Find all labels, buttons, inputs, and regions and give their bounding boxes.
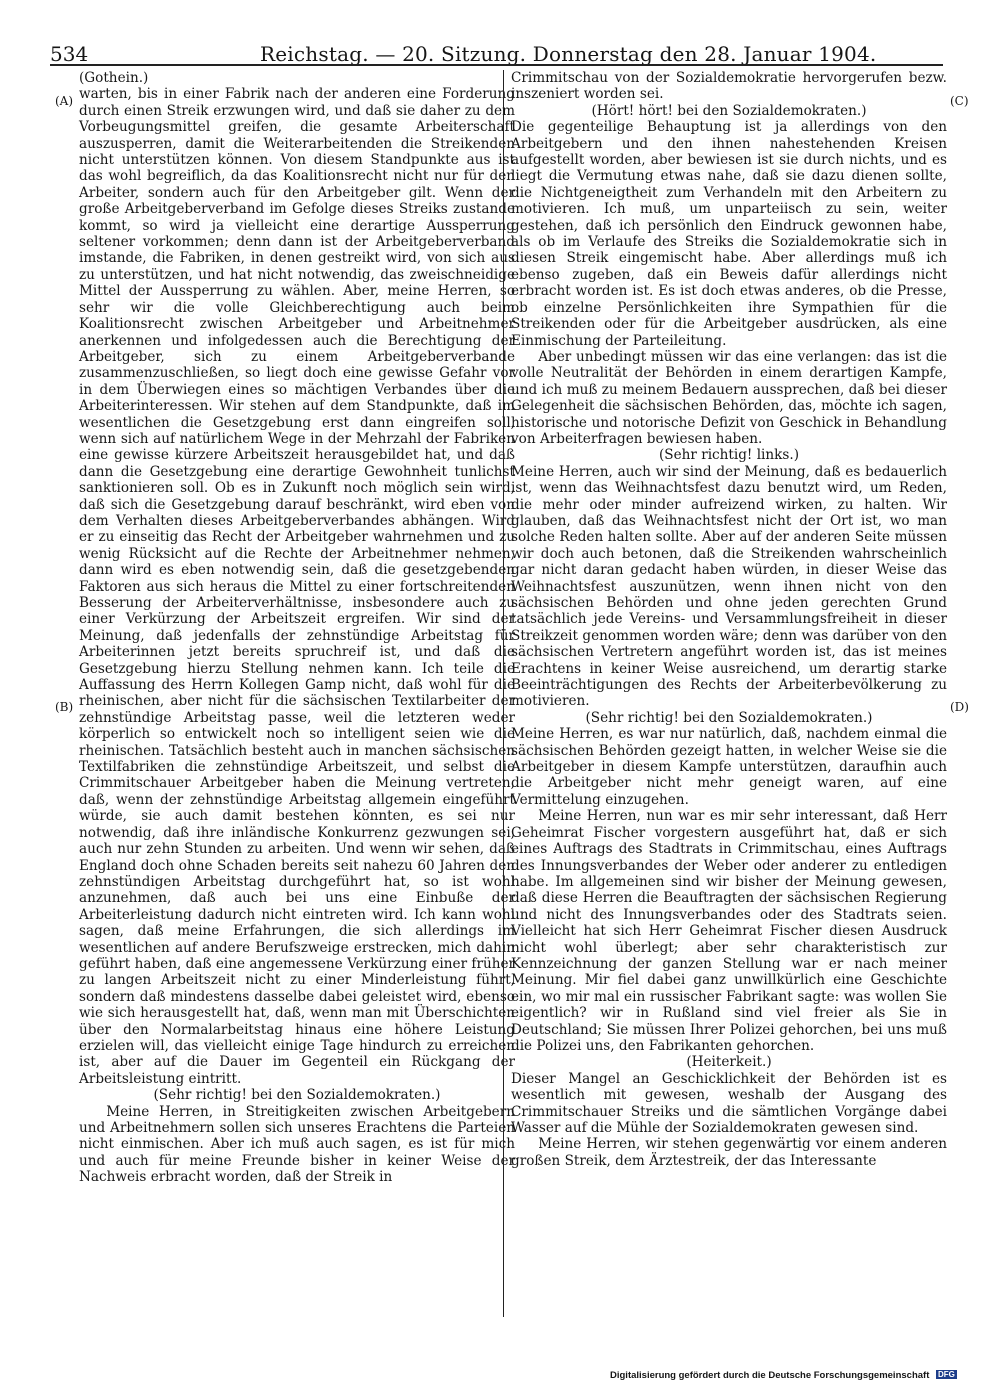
running-title: Reichstag. — 20. Sitzung. Donnerstag den 28. Januar 1904. bbox=[260, 42, 877, 66]
interjection: (Hört! hört! bei den Sozialdemokraten.) bbox=[591, 102, 867, 119]
header-rule bbox=[50, 64, 943, 66]
footer-text: Digitalisierung gefördert durch die Deutsche Forschungsgemeinschaft bbox=[610, 1370, 930, 1381]
paragraph: warten, bis in einer Fabrik nach der anderen eine Forderung durch einen Streik erzwungen wird, und daß sie daher zu dem Vorbeugungsmittel greifen, die gesamte Arbeiterschaft auszusperren, damit die Weiterarbeitenden die Streikenden nicht unterstützen können. Von diesem Standpunkte aus ist das wohl begreiflich, da das Koalitionsrecht nicht nur für den Arbeiter, sondern auch für den Arbeitgeber gilt. Wenn der große Arbeitgeberverband im Gefolge dieses Streiks zustande kommt, so wird ja vielleicht eine derartige Aussperrung seltener vorkommen; denn dann ist der Arbeitgeberverband imstande, die Fabriken, in denen gestreikt wird, von sich aus zu unterstützen, und hat nicht notwendig, das zweischneidige Mittel der Aussperrung zu wählen. Aber, meine Herren, so sehr wir die volle Gleichberechtigung auch beim Koalitionsrecht zwischen Arbeitgeber und Arbeitnehmer anerkennen und infolgedessen auch die Berechtigung der Arbeitgeber, sich zu einem Arbeitgeberverbande zusammenzuschließen, so liegt doch eine gewisse Gefahr vor in dem Überwiegen eines so mächtigen Verbandes über die Arbeiterinteressen. Wir stehen auf dem Standpunkte, daß im wesentlichen die Gesetzgebung erst dann eingreifen soll, wenn sich auf natürlichem Wege in der Mehrzahl der Fabriken eine gewisse kürzere Arbeitszeit herausgebildet hat, und daß dann die Gesetzgebung eine derartige Gewohnheit tunlichst sanktionieren soll. Ob es in Zukunft noch möglich sein wird, daß sich die Gesetzgebung darauf beschränkt, wird eben von dem Verhalten dieses Arbeitgeberverbandes abhängen. Wird er zu einseitig das Recht der Arbeitgeber wahrnehmen und zu wenig Rücksicht auf die Rechte der Arbeitnehmer nehmen, dann wird es eben notwendig sein, daß die gesetzgebenden Faktoren aus sich heraus die Mittel zu einer fortschreitenden Besserung der Arbeiterverhältnisse, insbesondere auch zu einer Verkürzung der Arbeitszeit ergreifen. Wir sind der Meinung, daß jedenfalls der zehnstündige Arbeitstag für Arbeiterinnen jetzt bereits spruchreif ist, und daß die Gesetzgebung hierzu Stellung nehmen kann. Ich teile die Auffassung des Herrn Kollegen Gamp nicht, daß wohl für die rheinischen, aber nicht für die sächsischen Textilarbeiter der zehnstündige Arbeitstag passe, weil die letzteren weder körperlich so entwickelt noch so intelligent seien wie die rheinischen. Tatsächlich besteht auch in manchen sächsischen Textilfabriken die zehnstündige Arbeitszeit, und selbst die Crimmitschauer Arbeitgeber haben die Meinung vertreten, daß, wenn der zehnstündige Arbeitstag allgemein eingeführt würde, sie auch damit bestehen könnten, es sei nur notwendig, daß ihre inländische Konkurrenz gezwungen sei, auch nur zehn Stunden zu arbeiten. Und wenn wir sehen, daß England doch ohne Schaden bereits seit nahezu 60 Jahren den zehnstündigen Arbeitstag durchgeführt hat, so ist wohl anzunehmen, daß auch bei uns eine Einbuße der Arbeiterleistung dadurch nicht eintreten wird. Ich kann wohl sagen, daß meine Erfahrungen, die sich allerdings im wesentlichen auf andere Berufszweige erstrecken, mich dahin geführt haben, daß eine angemessene Verkürzung einer früher zu langen Arbeitszeit nicht zu einer Minderleistung führt, sondern daß mindestens dasselbe dabei geleistet wird, ebenso wie sich herausgestellt hat, daß, wenn man mit Überschichten über den Normalarbeitstag hinaus eine höhere Leistung erzielen will, das vielleicht einige Tage hindurch zu erreichen ist, aber auf die Dauer im Gegenteil ein Rückgang der Arbeitsleistung eintritt. bbox=[79, 86, 515, 1087]
interjection: (Heiterkeit.) bbox=[686, 1054, 772, 1071]
page-header bbox=[50, 30, 940, 64]
interjection: (Sehr richtig! links.) bbox=[658, 447, 800, 464]
paragraph: Meine Herren, nun war es mir sehr interessant, daß Herr Geheimrat Fischer vorgestern ausgeführt hat, daß er sich eines Auftrags des Stadtrats in Crimmitschau, eines Auftrags des Innungsverbandes der Weber oder anderer zu entledigen habe. Im allgemeinen sind wir bisher der Meinung gewesen, daß diese Herren die Beauftragten der sächsischen Regierung und nicht des Innungsverbandes oder des Stadtrats seien. Vielleicht hat sich Herr Geheimrat Fischer diesen Ausdruck nicht wohl überlegt; aber sehr charakteristisch zur Kennzeichnung der ganzen Stellung war er nach meiner Meinung. Mir fiel dabei ganz unwillkürlich eine Geschichte ein, wo mir mal ein russischer Fabrikant sagte: was wollen Sie eigentlich? wir in Rußland sind viel freier als Sie in Deutschland; Sie müssen Ihrer Polizei gehorchen, bei uns muß die Polizei uns, den Fabrikanten gehorchen. bbox=[511, 808, 947, 1054]
speaker-label: (Gothein.) bbox=[79, 70, 149, 86]
dfg-logo: DFG bbox=[938, 1370, 955, 1379]
paragraph: Meine Herren, in Streitigkeiten zwischen Arbeitgebern und Arbeitnehmern sollen sich unseres Erachtens die Parteien nicht einmischen. Aber ich muß auch sagen, es ist für mich und auch für meine Freunde bisher in keiner Weise der Nachweis erbracht worden, daß der Streik in bbox=[79, 1103, 515, 1186]
right-column bbox=[511, 70, 947, 1169]
dfg-footer bbox=[610, 1370, 957, 1381]
interjection: (Sehr richtig! bei den Sozialdemokraten.) bbox=[585, 709, 873, 726]
paragraph: Die gegenteilige Behauptung ist ja allerdings von den Arbeitgebern und den ihnen nahestehenden Kreisen aufgestellt worden, aber bewiesen ist sie durch nichts, und es liegt die Vermutung etwas nahe, daß sie dazu dienen sollte, die Nichtgeneigtheit zum Verhandeln mit den Arbeitern zu motivieren. Ich muß, um unparteiisch zu sein, weiter gestehen, daß ich persönlich den Eindruck gewonnen habe, als ob im Verlaufe des Streiks die Sozialdemokratie sich in diesen Streik eingemischt habe. Aber allerdings muß ich ebenso zugeben, daß ein Beweis dafür allerdings nicht erbracht worden ist. Es ist doch etwas anderes, ob die Presse, ob einzelne Persönlichkeiten ihre Sympathien für die Streikenden oder für die Arbeitgeber ausdrücken, als eine Einmischung der Parteileitung. bbox=[511, 119, 947, 349]
page-number: 534 bbox=[50, 42, 89, 66]
paragraph: Aber unbedingt müssen wir das eine verlangen: das ist die volle Neutralität der Behörden in einem derartigen Kampfe, und ich muß zu meinem Bedauern aussprechen, daß bei dieser Gelegenheit die sächsischen Behörden, das, möchte ich sagen, historische und notorische Defizit von Geschick in Behandlung von Arbeiterfragen bewiesen haben. bbox=[511, 348, 947, 447]
paragraph: Meine Herren, wir stehen gegenwärtig vor einem anderen großen Streik, dem Ärztestreik, der das Interessante bbox=[511, 1136, 947, 1169]
margin-mark-c: (C) bbox=[950, 94, 969, 108]
margin-mark-d: (D) bbox=[950, 700, 969, 714]
paragraph: Meine Herren, es war nur natürlich, daß, nachdem einmal die sächsischen Behörden gezeigt hatten, in welcher Weise sie die Arbeitgeber in diesem Kampfe unterstützen, daraufhin auch die Arbeitgeber nicht mehr geneigt waren, auf eine Vermittelung einzugehen. bbox=[511, 726, 947, 808]
interjection: (Sehr richtig! bei den Sozialdemokraten.) bbox=[153, 1087, 441, 1104]
left-column bbox=[79, 70, 515, 1186]
paragraph: Crimmitschau von der Sozialdemokratie hervorgerufen bezw. inszeniert worden sei. bbox=[511, 70, 947, 103]
margin-mark-b: (B) bbox=[55, 700, 74, 714]
margin-mark-a: (A) bbox=[55, 94, 74, 108]
paragraph: Dieser Mangel an Geschicklichkeit der Behörden ist es wesentlich mit gewesen, weshalb der Ausgang des Crimmitschauer Streiks und die sämtlichen Vorgänge dabei Wasser auf die Mühle der Sozialdemokraten gewesen sind. bbox=[511, 1070, 947, 1136]
paragraph: Meine Herren, auch wir sind der Meinung, daß es bedauerlich ist, wenn das Weihnachtsfest dazu benutzt wird, um Reden, die mehr oder minder aufreizend wirken, zu halten. Wir glauben, daß das Weihnachtsfest nicht der Ort ist, wo man solche Reden halten sollte. Aber auf der anderen Seite müssen wir doch auch betonen, daß die Streikenden wahrscheinlich gar nicht daran gedacht haben würden, in dieser Weise das Weihnachtsfest auszunützen, wenn ihnen nicht von den sächsischen Behörden und ohne jeden gerechten Grund tatsächlich jede Vereins- und Versammlungsfreiheit in dieser Streikzeit genommen worden wäre; denn was darüber von den sächsischen Vertretern angeführt worden ist, das ist meines Erachtens in keiner Weise ausreichend, um derartig starke Beeinträchtigungen des Rechts der Arbeiterbevölkerung zu motivieren. bbox=[511, 463, 947, 710]
column-divider bbox=[503, 70, 504, 1317]
